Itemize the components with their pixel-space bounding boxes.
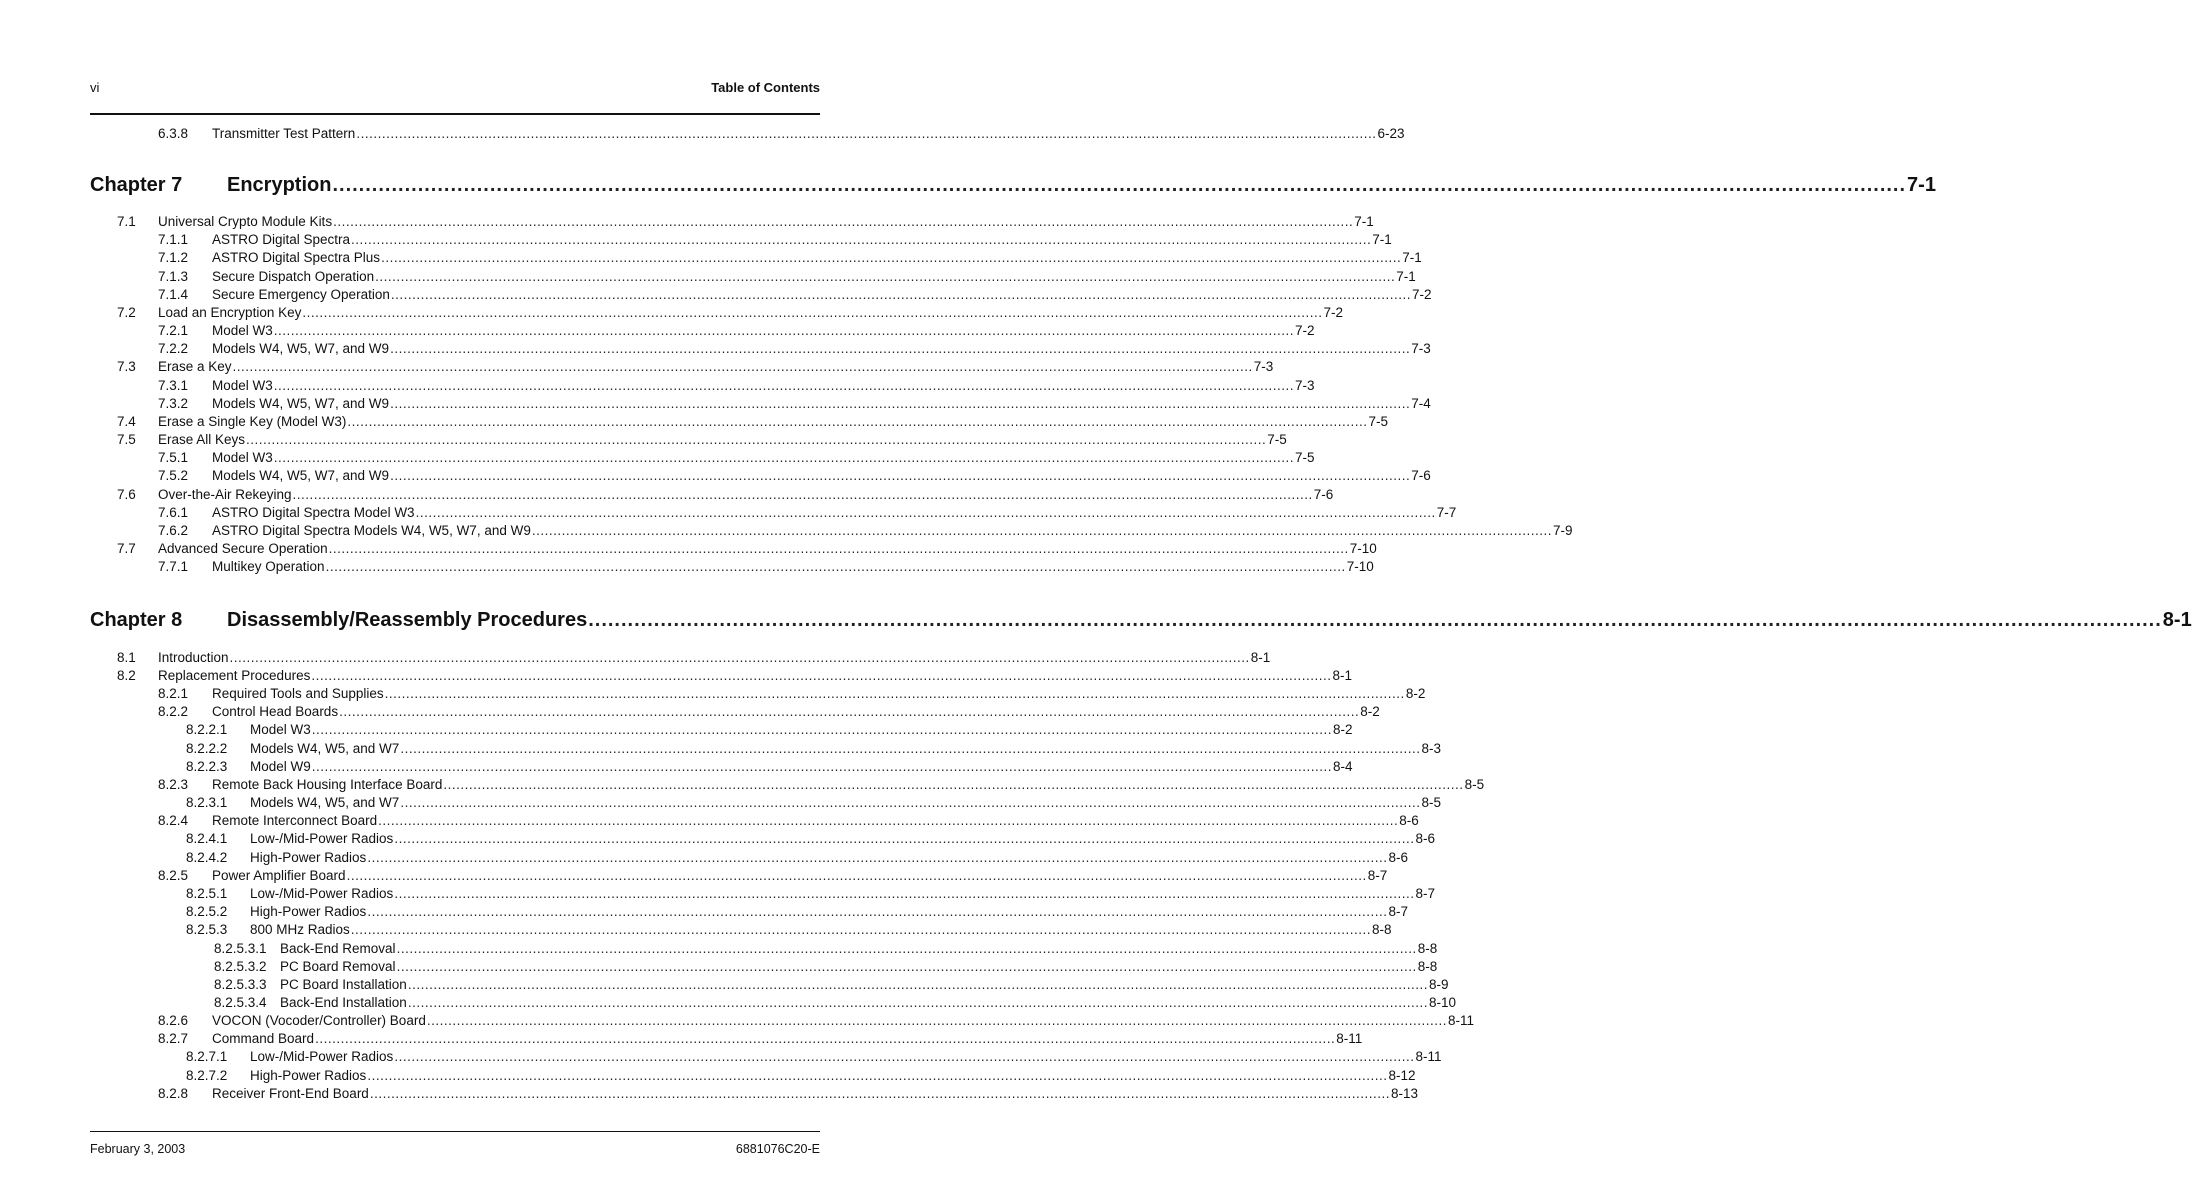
toc-entry-page: 7-3 — [1294, 378, 1315, 393]
toc-entry-number: 8.2.2.1 — [186, 722, 228, 737]
toc-entry-number: 8.2.6 — [158, 1013, 189, 1028]
toc-entry-title: Remote Interconnect Board — [212, 813, 378, 828]
toc-entry-title: Remote Back Housing Interface Board — [212, 777, 443, 792]
toc-entry-page: 8-11 — [1415, 1049, 1442, 1064]
toc-entry[interactable]: 8.2.2.2 Models W4, W5, and W7 ................................................................................................................................................................................................................................................ 8-3 — [186, 741, 1442, 756]
toc-entry-page: 7-2 — [1323, 305, 1344, 320]
toc-entry-title: Back-End Installation — [280, 995, 407, 1010]
toc-entry[interactable]: 8.2.2.3 Model W9 ................................................................................................................................................................................................................................................ 8-4 — [186, 759, 1353, 774]
toc-entry-title: Receiver Front-End Board — [212, 1086, 369, 1101]
toc-entry-title: Low-/Mid-Power Radios — [250, 886, 394, 901]
toc-entry[interactable]: 8.2 Replacement Procedures ................................................................................................................................................................................................................................................ 8-1 — [117, 668, 1353, 683]
toc-entry[interactable]: 8.2.5.3.3 PC Board Installation ................................................................................................................................................................................................................................................ 8-9 — [214, 977, 1449, 992]
chapter-page: 8-1 — [2162, 609, 2192, 631]
toc-entry-title: ASTRO Digital Spectra Plus — [212, 250, 381, 265]
toc-entry-title: Low-/Mid-Power Radios — [250, 831, 394, 846]
toc-entry-page: 8-2 — [1360, 704, 1380, 719]
toc-entry[interactable]: 7.2.2 Models W4, W5, W7, and W9 ................................................................................................................................................................................................................................................ 7-3 — [158, 341, 1431, 356]
toc-entry-page: 7-9 — [1553, 523, 1573, 538]
toc-entry[interactable]: 8.2.5.3.4 Back-End Installation ................................................................................................................................................................................................................................................ 8-10 — [214, 995, 1457, 1010]
toc-entry[interactable]: 8.2.5.3.2 PC Board Removal ................................................................................................................................................................................................................................................ 8-8 — [214, 959, 1438, 974]
toc-entry-title: Secure Emergency Operation — [212, 287, 390, 302]
toc-entry[interactable]: 7.2.1 Model W3 ................................................................................................................................................................................................................................................ 7-2 — [158, 323, 1315, 338]
toc-entry-page: 8-7 — [1388, 904, 1409, 919]
toc-entry-page: 8-12 — [1388, 1068, 1416, 1083]
toc-entry[interactable]: 8.2.7.2 High-Power Radios ................................................................................................................................................................................................................................................ 8-12 — [186, 1068, 1416, 1083]
page-header — [90, 80, 820, 98]
toc-entry-title: Introduction — [158, 650, 229, 665]
toc-entry-number: 7.5.2 — [158, 468, 189, 483]
toc-entry-title: High-Power Radios — [250, 850, 367, 865]
toc-entry-page: 8-11 — [1448, 1013, 1475, 1028]
toc-entry-number: 8.1 — [117, 650, 136, 665]
toc-entry[interactable]: 8.2.5.1 Low-/Mid-Power Radios ................................................................................................................................................................................................................................................ 8-7 — [186, 886, 1436, 901]
toc-entry-page: 8-2 — [1332, 722, 1353, 737]
toc-entry-page: 8-11 — [1336, 1031, 1363, 1046]
toc-entry-number: 7.5 — [117, 432, 136, 447]
toc-entry-number: 7.3.2 — [158, 396, 189, 411]
toc-entry[interactable]: 8.2.5.3.1 Back-End Removal ................................................................................................................................................................................................................................................ 8-8 — [214, 941, 1438, 956]
toc-entry-number: 7.7.1 — [158, 559, 189, 574]
toc-entry-page: 8-9 — [1429, 977, 1449, 992]
toc-entry-page: 8-5 — [1464, 777, 1485, 792]
toc-entry-title: Model W3 — [212, 378, 273, 393]
toc-entry-title: VOCON (Vocoder/Controller) Board — [212, 1013, 426, 1028]
toc-entry-number: 8.2.5 — [158, 868, 189, 883]
toc-entry-title: Models W4, W5, W7, and W9 — [212, 468, 390, 483]
header-title: Table of Contents — [711, 80, 820, 95]
toc-entry-title: Command Board — [212, 1031, 315, 1046]
toc-entry-title: Low-/Mid-Power Radios — [250, 1049, 394, 1064]
toc-entry[interactable]: 8.2.8 Receiver Front-End Board ................................................................................................................................................................................................................................................ 8-13 — [158, 1086, 1419, 1101]
toc-entry-number: 8.2.2 — [158, 704, 189, 719]
toc-entry-page: 7-3 — [1253, 359, 1274, 374]
toc-entry[interactable]: 8.2.5 Power Amplifier Board ................................................................................................................................................................................................................................................ 8-7 — [158, 868, 1388, 883]
toc-entry-number: 8.2.5.3.4 — [214, 995, 267, 1010]
toc-entry-number: 7.3 — [117, 359, 136, 374]
toc-entry-number: 8.2.2.3 — [186, 759, 228, 774]
toc-entry-page: 8-10 — [1429, 995, 1457, 1010]
toc-entry-title: Over-the-Air Rekeying — [158, 487, 292, 502]
toc-entry[interactable]: 7.1.3 Secure Dispatch Operation ................................................................................................................................................................................................................................................ 7-1 — [158, 269, 1416, 284]
toc-entry-page: 7-5 — [1294, 450, 1315, 465]
toc-entry-title: ASTRO Digital Spectra Model W3 — [212, 505, 415, 520]
header-rule — [90, 113, 820, 115]
chapter-title: Disassembly/Reassembly Procedures — [227, 605, 588, 635]
toc-entry-title: Models W4, W5, and W7 — [250, 741, 400, 756]
toc-entry-title: Back-End Removal — [280, 941, 396, 956]
toc-entry[interactable]: 7.3 Erase a Key ................................................................................................................................................................................................................................................ 7-3 — [117, 359, 1274, 374]
toc-entry[interactable]: 8.2.4 Remote Interconnect Board ................................................................................................................................................................................................................................................ 8-6 — [158, 813, 1419, 828]
toc-entry-page: 8-6 — [1388, 850, 1409, 865]
toc-entry-title: Models W4, W5, W7, and W9 — [212, 396, 390, 411]
footer-rule — [90, 1131, 820, 1132]
toc-entry[interactable]: 8.2.2.1 Model W3 ................................................................................................................................................................................................................................................ 8-2 — [186, 722, 1353, 737]
chapter-label: Chapter 8 — [90, 609, 183, 631]
toc-entry-title: Multikey Operation — [212, 559, 325, 574]
toc-entry[interactable]: 8.2.5.2 High-Power Radios ................................................................................................................................................................................................................................................ 8-7 — [186, 904, 1409, 919]
toc-entry-number: 7.1 — [117, 214, 136, 229]
toc-entry-title: Replacement Procedures — [158, 668, 311, 683]
toc-entry[interactable]: 7.2 Load an Encryption Key ................................................................................................................................................................................................................................................ 7-2 — [117, 305, 1344, 320]
toc-entry-page: 8-4 — [1332, 759, 1353, 774]
toc-entry-number: 8.2.2.2 — [186, 741, 228, 756]
toc-entry[interactable]: 7.6.1 ASTRO Digital Spectra Model W3 ................................................................................................................................................................................................................................................ 7-7 — [158, 505, 1457, 520]
toc-entry-number: 7.2.2 — [158, 341, 189, 356]
page-number: vi — [90, 80, 100, 95]
toc-entry-number: 6.3.8 — [158, 126, 189, 141]
toc-entry-title: Load an Encryption Key — [158, 305, 302, 320]
toc-entry-number: 8.2.5.3.1 — [214, 941, 267, 956]
toc-entry-number: 8.2.3 — [158, 777, 189, 792]
toc-entry-number: 7.1.3 — [158, 269, 189, 284]
toc-entry-number: 7.3.1 — [158, 378, 189, 393]
toc-entry-title: Transmitter Test Pattern — [212, 126, 356, 141]
toc-entry[interactable]: 7.4 Erase a Single Key (Model W3) ................................................................................................................................................................................................................................................ 7-5 — [117, 414, 1389, 429]
toc-entry-number: 7.6.2 — [158, 523, 189, 538]
toc-entry-title: Models W4, W5, and W7 — [250, 795, 400, 810]
toc-entry-page: 8-5 — [1421, 795, 1442, 810]
toc-entry-title: Required Tools and Supplies — [212, 686, 384, 701]
toc-entry-title: ASTRO Digital Spectra Models W4, W5, W7, and W9 — [212, 523, 531, 538]
toc-entry-number: 7.7 — [117, 541, 136, 556]
toc-entry-title: PC Board Removal — [280, 959, 396, 974]
toc-entry-title: 800 MHz Radios — [250, 922, 350, 937]
toc-entry-number: 7.2 — [117, 305, 136, 320]
toc-entry[interactable]: 8.2.6 VOCON (Vocoder/Controller) Board ................................................................................................................................................................................................................................................ 8-11 — [158, 1013, 1475, 1028]
toc-entry-page: 8-1 — [1332, 668, 1353, 683]
toc-entry-page: 8-1 — [1250, 650, 1271, 665]
toc-entry-title: PC Board Installation — [280, 977, 407, 992]
toc-entry-page: 7-6 — [1313, 487, 1334, 502]
toc-entry[interactable]: 7.7.1 Multikey Operation ................................................................................................................................................................................................................................................ 7-10 — [158, 559, 1374, 574]
toc-entry-number: 8.2.4.2 — [186, 850, 228, 865]
toc-entry-number: 8.2.7.2 — [186, 1068, 228, 1083]
toc-entry[interactable]: 7.5.2 Models W4, W5, W7, and W9 ................................................................................................................................................................................................................................................ 7-6 — [158, 468, 1431, 483]
toc-entry-number: 7.2.1 — [158, 323, 189, 338]
chapter-label: Chapter 7 — [90, 174, 183, 196]
toc-entry-page: 7-3 — [1411, 341, 1431, 356]
toc-entry-page: 8-6 — [1399, 813, 1419, 828]
toc-entry-title: ASTRO Digital Spectra — [212, 232, 351, 247]
toc-entry-number: 8.2.7.1 — [186, 1049, 228, 1064]
toc-entry-page: 6-23 — [1377, 126, 1405, 141]
toc-entry-title: Erase All Keys — [158, 432, 246, 447]
toc-entry-page: 8-8 — [1417, 941, 1438, 956]
toc-entry-number: 8.2.8 — [158, 1086, 189, 1101]
toc-entry-page: 8-7 — [1367, 868, 1388, 883]
toc-entry-page: 8-3 — [1421, 741, 1442, 756]
toc-entry[interactable]: 8.2.2 Control Head Boards ................................................................................................................................................................................................................................................ 8-2 — [158, 704, 1380, 719]
toc-entry[interactable]: 8.2.7.1 Low-/Mid-Power Radios ................................................................................................................................................................................................................................................ 8-11 — [186, 1049, 1442, 1064]
toc-entry-page: 8-2 — [1405, 686, 1426, 701]
toc-entry-number: 7.5.1 — [158, 450, 189, 465]
toc-entry-number: 7.1.1 — [158, 232, 189, 247]
toc-entry-page: 7-4 — [1411, 396, 1431, 411]
toc-entry[interactable]: 7.6.2 ASTRO Digital Spectra Models W4, W5, W7, and W9 ................................................................................................................................................................................................................................................ 7-9 — [158, 523, 1573, 538]
toc-entry-page: 8-8 — [1371, 922, 1392, 937]
toc-entry[interactable]: 7.6 Over-the-Air Rekeying ................................................................................................................................................................................................................................................ 7-6 — [117, 487, 1334, 502]
toc-entry[interactable]: 7.1.2 ASTRO Digital Spectra Plus ................................................................................................................................................................................................................................................ 7-1 — [158, 250, 1422, 265]
toc-entry-number: 8.2 — [117, 668, 136, 683]
toc-entry[interactable]: 8.2.3 Remote Back Housing Interface Board ................................................................................................................................................................................................................................................ 8-5 — [158, 777, 1485, 792]
toc-entry[interactable]: 7.5.1 Model W3 ................................................................................................................................................................................................................................................ 7-5 — [158, 450, 1315, 465]
toc-entry-number: 8.2.3.1 — [186, 795, 228, 810]
toc-entry-title: Model W3 — [250, 722, 311, 737]
toc-entry[interactable]: 7.1.4 Secure Emergency Operation ................................................................................................................................................................................................................................................ 7-2 — [158, 287, 1432, 302]
toc-entry-title: Model W3 — [212, 450, 273, 465]
toc-entry[interactable]: 7.5 Erase All Keys ................................................................................................................................................................................................................................................ 7-5 — [117, 432, 1287, 447]
toc-entry-number: 7.6.1 — [158, 505, 189, 520]
toc-entry-page: 8-6 — [1415, 831, 1436, 846]
chapter-heading-7[interactable]: Chapter 7 Encryption ................................................................................................................................................................................................................................................ 7-1 — [90, 170, 820, 200]
toc-entry-number: 7.4 — [117, 414, 136, 429]
toc-entry[interactable]: 8.2.5.3 800 MHz Radios ................................................................................................................................................................................................................................................ 8-8 — [186, 922, 1392, 937]
toc-entry-title: Model W3 — [212, 323, 273, 338]
toc-entry-number: 8.2.5.3.3 — [214, 977, 267, 992]
toc-entry-page: 8-8 — [1417, 959, 1438, 974]
toc-entry-title: Advanced Secure Operation — [158, 541, 328, 556]
toc-entry-title: Erase a Single Key (Model W3) — [158, 414, 347, 429]
toc-entry-number: 8.2.4 — [158, 813, 189, 828]
toc-entry-page: 7-10 — [1349, 541, 1377, 556]
chapter-heading-8[interactable]: Chapter 8 Disassembly/Reassembly Procedures ................................................................................................................................................................................................................................................ 8-1 — [90, 605, 820, 635]
toc-entry-number: 8.2.7 — [158, 1031, 189, 1046]
toc-entry-title: Secure Dispatch Operation — [212, 269, 375, 284]
toc-entry[interactable]: 7.3.2 Models W4, W5, W7, and W9 ................................................................................................................................................................................................................................................ 7-4 — [158, 396, 1431, 411]
toc-entry-page: 7-1 — [1402, 250, 1422, 265]
toc-entry-number: 8.2.4.1 — [186, 831, 228, 846]
toc-entry[interactable]: 8.2.4.1 Low-/Mid-Power Radios ................................................................................................................................................................................................................................................ 8-6 — [186, 831, 1436, 846]
toc-entry[interactable]: 8.2.4.2 High-Power Radios ................................................................................................................................................................................................................................................ 8-6 — [186, 850, 1409, 865]
toc-entry-title: Universal Crypto Module Kits — [158, 214, 333, 229]
toc-entry[interactable]: 7.1.1 ASTRO Digital Spectra ................................................................................................................................................................................................................................................ 7-1 — [158, 232, 1392, 247]
toc-entry[interactable]: 8.2.3.1 Models W4, W5, and W7 ................................................................................................................................................................................................................................................ 8-5 — [186, 795, 1442, 810]
toc-entry-number: 7.6 — [117, 487, 136, 502]
toc-entry-number: 8.2.5.2 — [186, 904, 228, 919]
toc-entry-number: 8.2.5.1 — [186, 886, 228, 901]
toc-entry[interactable]: 7.3.1 Model W3 ................................................................................................................................................................................................................................................ 7-3 — [158, 378, 1315, 393]
toc-entry-page: 7-5 — [1368, 414, 1389, 429]
toc-entry-page: 7-2 — [1294, 323, 1315, 338]
toc-entry[interactable]: 8.2.1 Required Tools and Supplies ................................................................................................................................................................................................................................................ 8-2 — [158, 686, 1426, 701]
toc-entry-page: 7-6 — [1411, 468, 1431, 483]
toc-entry-page: 7-7 — [1436, 505, 1457, 520]
toc-entry-page: 8-13 — [1391, 1086, 1419, 1101]
toc-entry-number: 8.2.1 — [158, 686, 189, 701]
toc-entry[interactable]: 8.1 Introduction ................................................................................................................................................................................................................................................ 8-1 — [117, 650, 1271, 665]
toc-entry[interactable]: 7.1 Universal Crypto Module Kits ................................................................................................................................................................................................................................................ 7-1 — [117, 214, 1374, 229]
toc-entry-page: 7-2 — [1412, 287, 1432, 302]
footer-doc-number: 6881076C20-E — [735, 1142, 820, 1156]
footer-date: February 3, 2003 — [90, 1142, 186, 1156]
toc-entry-title: High-Power Radios — [250, 904, 367, 919]
chapter-page: 7-1 — [1907, 174, 1936, 196]
toc-entry-title: High-Power Radios — [250, 1068, 367, 1083]
toc-entry-page: 7-1 — [1372, 232, 1392, 247]
toc-entry[interactable]: 7.7 Advanced Secure Operation ................................................................................................................................................................................................................................................ 7-10 — [117, 541, 1377, 556]
toc-entry[interactable]: 6.3.8 Transmitter Test Pattern ................................................................................................................................................................................................................................................ 6-23 — [158, 126, 1405, 141]
toc-entry-title: Power Amplifier Board — [212, 868, 346, 883]
toc-entry-number: 7.1.4 — [158, 287, 189, 302]
toc-entry-page: 7-1 — [1396, 269, 1416, 284]
toc-entry-number: 8.2.5.3 — [186, 922, 228, 937]
toc-entry-page: 8-7 — [1415, 886, 1436, 901]
toc-entry-number: 7.1.2 — [158, 250, 189, 265]
toc-entry-page: 7-1 — [1354, 214, 1374, 229]
toc-entry-number: 8.2.5.3.2 — [214, 959, 267, 974]
toc-entry-title: Models W4, W5, W7, and W9 — [212, 341, 390, 356]
toc-entry-title: Control Head Boards — [212, 704, 339, 719]
toc-entry-title: Erase a Key — [158, 359, 232, 374]
toc-entry-page: 7-5 — [1267, 432, 1287, 447]
toc-entry-page: 7-10 — [1346, 559, 1374, 574]
toc-entry[interactable]: 8.2.7 Command Board ................................................................................................................................................................................................................................................ 8-11 — [158, 1031, 1363, 1046]
chapter-title: Encryption — [227, 170, 332, 200]
toc-entry-title: Model W9 — [250, 759, 311, 774]
